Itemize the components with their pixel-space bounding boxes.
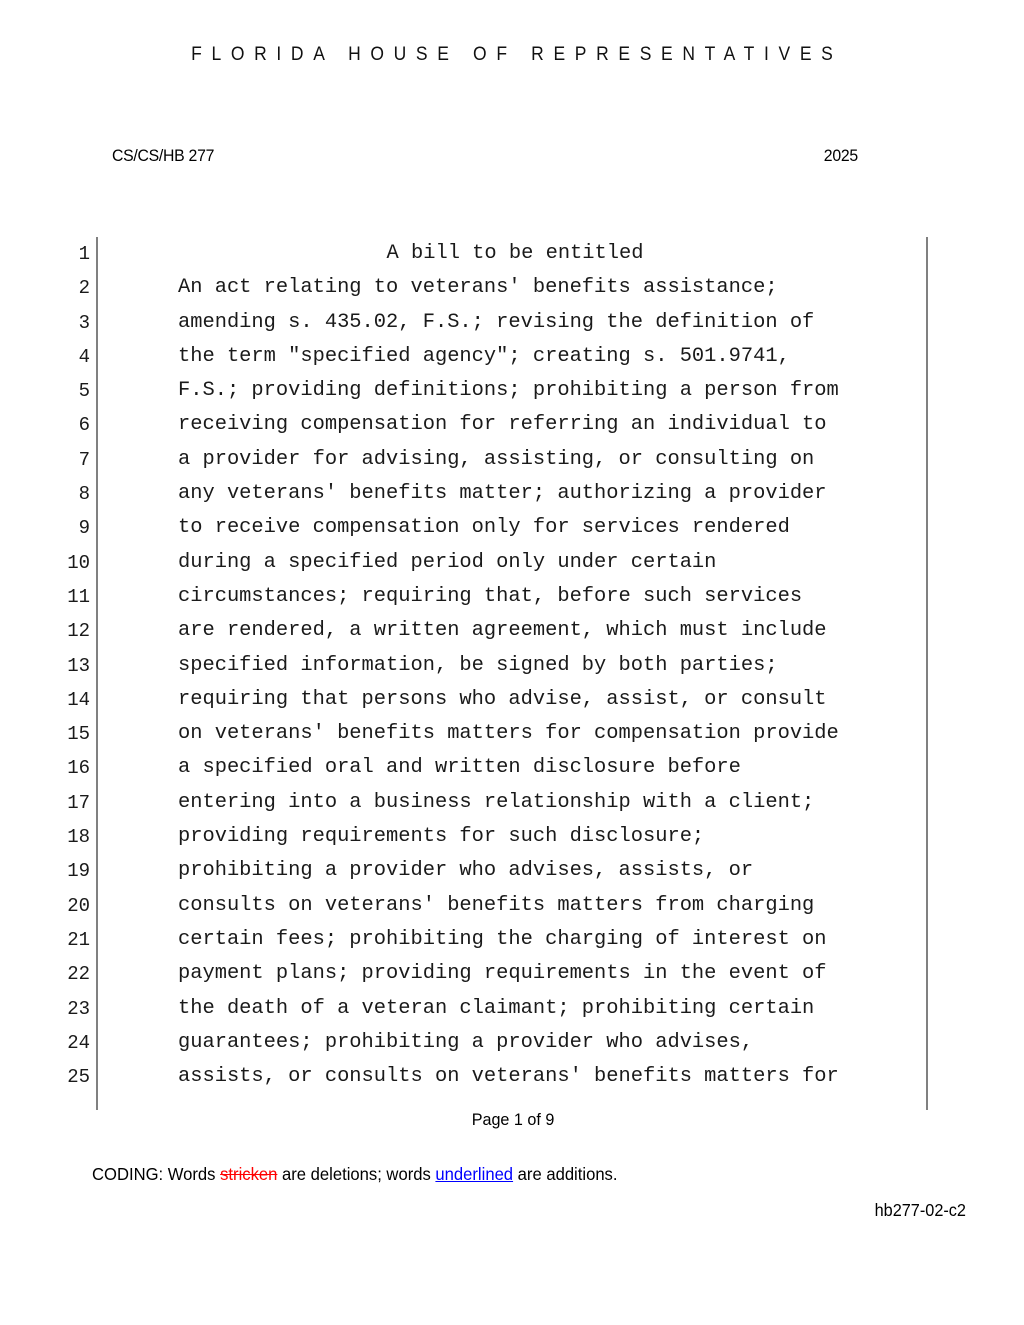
line-text: payment plans; providing requirements in the event of xyxy=(178,962,827,986)
bill-line xyxy=(0,923,1024,957)
line-number: 2 xyxy=(78,277,90,300)
bill-line xyxy=(0,443,1024,477)
line-text: amending s. 435.02, F.S.; revising the definition of xyxy=(178,310,815,334)
line-text: prohibiting a provider who advises, assists, or xyxy=(178,859,754,883)
page-masthead-title: FLORIDA HOUSE OF REPRESENTATIVES xyxy=(191,44,843,65)
coding-suffix: are additions. xyxy=(513,1164,618,1184)
line-text: assists, or consults on veterans' benefits matters for xyxy=(178,1065,839,1089)
bill-lines xyxy=(0,237,1024,1094)
line-text: the term "specified agency"; creating s. 501.9741, xyxy=(178,344,790,368)
bill-line xyxy=(0,820,1024,854)
line-text: circumstances; requiring that, before such services xyxy=(178,584,803,608)
line-text: are rendered, a written agreement, which must include xyxy=(178,619,827,643)
line-text: providing requirements for such disclosure; xyxy=(178,825,705,849)
bill-line xyxy=(0,374,1024,408)
line-text: A bill to be entitled xyxy=(386,242,644,265)
bill-line xyxy=(0,786,1024,820)
line-number: 12 xyxy=(67,620,90,643)
bill-line xyxy=(0,477,1024,511)
line-number: 1 xyxy=(78,243,90,265)
bill-year: 2025 xyxy=(823,146,858,165)
line-text: certain fees; prohibiting the charging of interest on xyxy=(178,927,827,951)
bill-line xyxy=(0,408,1024,442)
bill-line xyxy=(0,717,1024,751)
line-number: 22 xyxy=(67,963,90,986)
page-indicator: Page 1 of 9 xyxy=(471,1110,555,1129)
line-text: receiving compensation for referring an individual to xyxy=(178,413,827,437)
bill-header xyxy=(112,146,858,166)
line-text: consults on veterans' benefits matters from charging xyxy=(178,893,815,917)
line-text: guarantees; prohibiting a provider who advises, xyxy=(178,1030,754,1054)
bill-line xyxy=(0,683,1024,717)
line-number: 9 xyxy=(78,517,90,540)
line-number: 10 xyxy=(67,551,90,574)
coding-underlined-sample: underlined xyxy=(435,1164,514,1184)
coding-legend xyxy=(92,1164,617,1185)
line-text: a provider for advising, assisting, or consulting on xyxy=(178,447,815,471)
bill-number: CS/CS/HB 277 xyxy=(112,146,215,165)
bill-text-block xyxy=(0,237,1024,1112)
bill-line xyxy=(0,614,1024,648)
bill-line xyxy=(0,511,1024,545)
line-number: 23 xyxy=(67,997,90,1020)
line-text: requiring that persons who advise, assist, or consult xyxy=(178,687,827,711)
line-text: F.S.; providing definitions; prohibiting a person from xyxy=(178,379,839,403)
line-text: on veterans' benefits matters for compensation provide xyxy=(178,722,839,746)
bill-line xyxy=(0,306,1024,340)
bill-line xyxy=(0,751,1024,785)
bill-line xyxy=(0,340,1024,374)
line-number: 24 xyxy=(67,1031,90,1054)
line-number: 14 xyxy=(67,688,90,711)
line-number: 25 xyxy=(67,1066,90,1089)
coding-prefix: CODING: Words xyxy=(92,1164,221,1184)
coding-stricken-sample: stricken xyxy=(220,1164,278,1184)
line-text: during a specified period only under certain xyxy=(178,550,717,574)
document-id: hb277-02-c2 xyxy=(874,1200,966,1220)
line-number: 15 xyxy=(67,723,90,746)
bill-line xyxy=(0,580,1024,614)
line-text: any veterans' benefits matter; authorizing a provider xyxy=(178,482,827,506)
line-text: entering into a business relationship with a client; xyxy=(178,790,815,814)
line-number: 7 xyxy=(78,448,90,471)
line-number: 18 xyxy=(67,826,90,849)
bill-line xyxy=(0,1026,1024,1060)
bill-line xyxy=(0,546,1024,580)
bill-line xyxy=(0,271,1024,305)
line-number: 17 xyxy=(67,791,90,814)
line-text: to receive compensation only for services rendered xyxy=(178,516,790,540)
bill-line xyxy=(0,854,1024,888)
bill-line xyxy=(0,957,1024,991)
bill-line xyxy=(0,889,1024,923)
bill-line xyxy=(0,649,1024,683)
line-number: 6 xyxy=(78,414,90,437)
line-number: 3 xyxy=(78,311,90,334)
line-number: 11 xyxy=(67,585,90,608)
line-text: An act relating to veterans' benefits assistance; xyxy=(178,276,778,300)
bill-line xyxy=(0,237,1024,271)
line-number: 13 xyxy=(67,654,90,677)
line-number: 20 xyxy=(67,894,90,917)
line-number: 8 xyxy=(78,483,90,506)
bill-line xyxy=(0,992,1024,1026)
coding-middle: are deletions; words xyxy=(277,1164,436,1184)
line-number: 4 xyxy=(78,345,90,368)
line-number: 21 xyxy=(67,928,90,951)
bill-line xyxy=(0,1060,1024,1094)
line-number: 19 xyxy=(67,860,90,883)
line-text: the death of a veteran claimant; prohibiting certain xyxy=(178,996,815,1020)
line-text: a specified oral and written disclosure before xyxy=(178,756,741,780)
line-text: specified information, be signed by both parties; xyxy=(178,653,778,677)
line-number: 16 xyxy=(67,757,90,780)
line-number: 5 xyxy=(78,380,90,403)
